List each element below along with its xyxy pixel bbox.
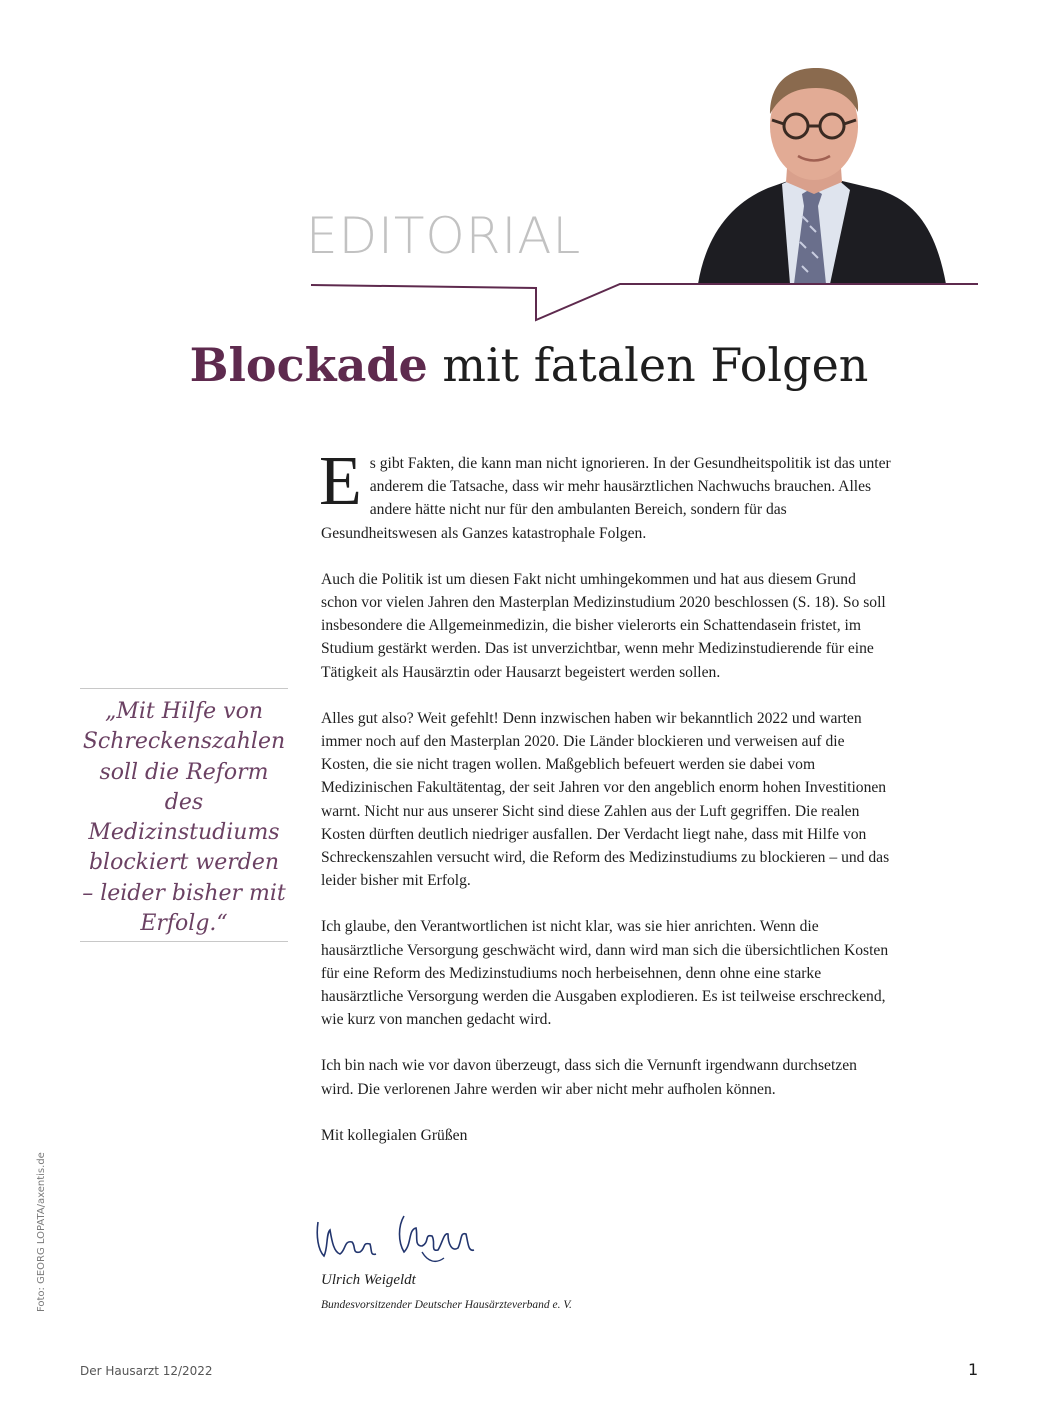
handwritten-signature [312, 1212, 482, 1268]
paragraph-4: Ich glaube, den Verantwortlichen ist nicht klar, was sie hier anrichten. Wenn die hausärztliche Versorgung geschwächt wird, dann wird man sich die übersichtlichen Kosten für eine Reform des Medizinstudiums noch herbeisehnen, denn ohne eine starke hausärztliche Versorgung werden die Ausgaben explodieren. Es ist teilweise erschreckend, wie kurz von manchen gedacht wird. [321, 918, 889, 1029]
paragraph-3: Alles gut also? Weit gefehlt! Denn inzwischen haben wir bekanntlich 2022 und warten immer noch auf den Masterplan 2020. Die Länder blockieren und verweisen auf die Kosten, die sie nicht tragen wollen. Maßgeblich befeuert werden sie dabei vom Medizinischen Fakultätentag, der seit Jahren vor den angeblich enorm hohen Investitionen warnt. Nicht nur aus unserer Sicht sind diese Zahlen aus der Luft gegriffen. Die realen Kosten dürften deutlich niedriger ausfallen. Der Verdacht liegt nahe, dass mit Hilfe von Schreckenszahlen versucht wird, die Reform des Medizinstudiums zu blockieren – und das leider bisher mit Erfolg. [321, 709, 890, 890]
section-label: EDITORIAL [306, 207, 582, 265]
headline [0, 330, 1058, 400]
page-number: 1 [968, 1360, 979, 1379]
header-rule [0, 0, 1058, 330]
drop-cap: E [319, 443, 362, 520]
paragraph-2: Auch die Politik ist um diesen Fakt nicht umhingekommen und hat aus diesem Grund schon vor vielen Jahren den Masterplan Medizinstudium 2020 beschlossen (S. 18). So soll insbesondere die Allgemeinmedizin, die bisher vielerorts ein Schattendasein fristet, im Studium gestärkt werden. Das ist unverzichtbar, wenn mehr Medizinstudierende für eine Tätigkeit als Hausärztin oder Hausarzt begeistert werden sollen. [321, 570, 886, 681]
pull-quote [80, 688, 288, 942]
paragraph-1 [319, 443, 893, 545]
signer-role: Bundesvorsitzender Deutscher Hausärzteverband e. V. [321, 1299, 572, 1311]
pull-quote-text: „Mit Hilfe von Schreckenszahlen soll die Reform des Medizinstudiums blockiert werden – leider bisher mit Erfolg.“ [82, 699, 286, 937]
closing-greeting: Mit kollegialen Grüßen [321, 1126, 468, 1144]
headline-rest: mit fatalen Folgen [442, 338, 869, 392]
paragraph-5: Ich bin nach wie vor davon überzeugt, dass sich die Vernunft irgendwann durchsetzen wird. Die verlorenen Jahre werden wir aber nicht mehr aufholen können. [321, 1057, 857, 1098]
photo-credit: Foto: GEORG LOPATA/axentis.de [36, 1152, 47, 1312]
article-body [319, 443, 893, 1170]
footer-publication: Der Hausarzt 12/2022 [80, 1364, 213, 1378]
headline-accent: Blockade [189, 338, 428, 392]
paragraph-1-text: s gibt Fakten, die kann man nicht ignorieren. In der Gesundheitspolitik ist das unter anderem die Tatsache, dass wir mehr hausärztlichen Nachwuchs brauchen. Alles andere hätte nicht nur für den ambulanten Bereich, sondern für das Gesundheitswesen als Ganzes katastrophale Folgen. [321, 455, 891, 542]
signer-name: Ulrich Weigeldt [321, 1272, 416, 1288]
